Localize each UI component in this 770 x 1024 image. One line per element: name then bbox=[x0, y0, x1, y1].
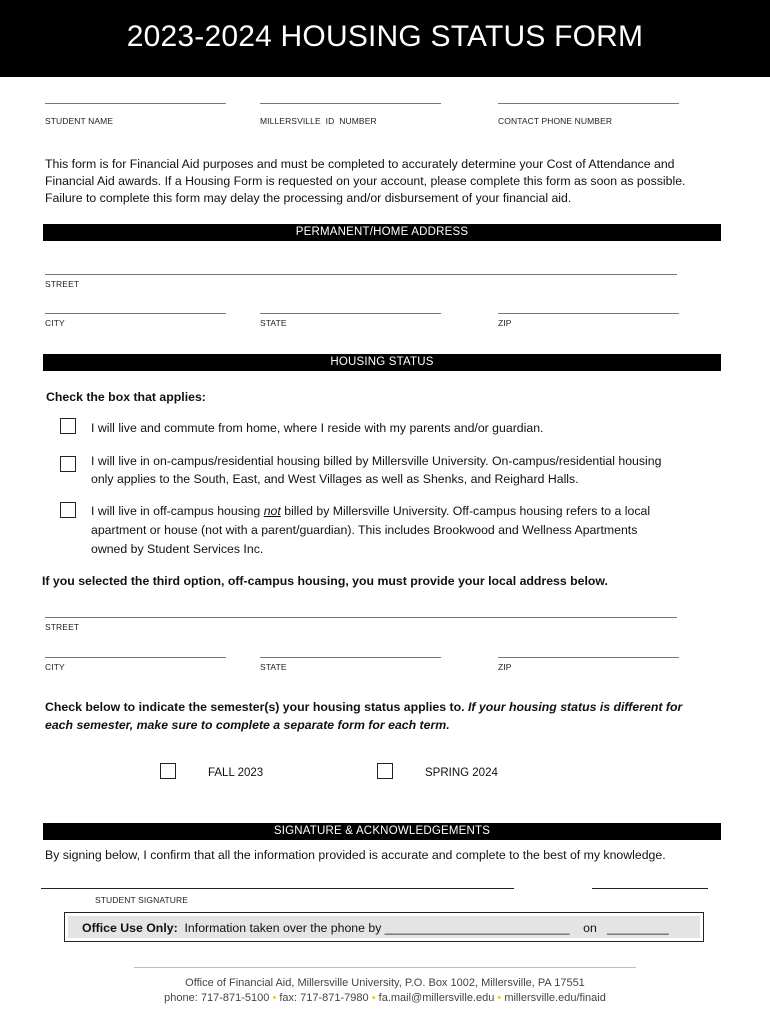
footer-divider bbox=[134, 967, 636, 968]
signature-line[interactable] bbox=[41, 888, 514, 889]
footer-separator-3: • bbox=[497, 992, 502, 1004]
signature-date-line[interactable] bbox=[592, 888, 708, 889]
student-name-line[interactable] bbox=[45, 103, 226, 104]
phone-label: CONTACT PHONE NUMBER bbox=[498, 116, 613, 126]
option-commute-checkbox[interactable] bbox=[60, 418, 76, 434]
local-city-line[interactable] bbox=[45, 657, 226, 658]
phone-line[interactable] bbox=[498, 103, 679, 104]
local-street-label: STREET bbox=[45, 622, 80, 632]
fall-label: FALL 2023 bbox=[208, 767, 264, 779]
fall-checkbox[interactable] bbox=[160, 763, 176, 779]
local-street-line[interactable] bbox=[45, 617, 677, 618]
option-off-campus-checkbox[interactable] bbox=[60, 502, 76, 518]
id-number-line[interactable] bbox=[260, 103, 441, 104]
local-state-label: STATE bbox=[260, 662, 287, 672]
footer-web[interactable]: millersville.edu/finaid bbox=[504, 992, 606, 1004]
student-name-label: STUDENT NAME bbox=[45, 116, 114, 126]
housing-instruction: Check the box that applies: bbox=[46, 390, 206, 404]
permanent-city-label: CITY bbox=[45, 318, 65, 328]
footer-email[interactable]: fa.mail@millersville.edu bbox=[378, 992, 495, 1004]
office-use-text bbox=[82, 921, 669, 935]
permanent-state-label: STATE bbox=[260, 318, 287, 328]
option-commute-text: I will live and commute from home, where I reside with my parents and/or guardian. bbox=[91, 421, 544, 435]
office-use-box bbox=[64, 912, 704, 942]
spring-checkbox[interactable] bbox=[377, 763, 393, 779]
student-signature-label: STUDENT SIGNATURE bbox=[95, 895, 189, 905]
option-off-campus-not: not bbox=[263, 504, 281, 518]
spring-label: SPRING 2024 bbox=[425, 767, 498, 779]
local-city-label: CITY bbox=[45, 662, 65, 672]
option-off-campus-pre: I will live in off-campus housing bbox=[91, 504, 264, 518]
footer-address: Office of Financial Aid, Millersville University, P.O. Box 1002, Millersville, PA 17551 bbox=[185, 977, 585, 989]
id-number-label: MILLERSVILLE ID NUMBER bbox=[260, 116, 377, 126]
option-off-campus-text-2: apartment or house (not with a parent/guardian). This includes Brookwood and Wellness Apartments bbox=[91, 523, 638, 537]
option-on-campus-text-1: I will live in on-campus/residential housing billed by Millersville University. On-campus/residential housing bbox=[91, 454, 662, 468]
footer-contact bbox=[0, 992, 770, 1004]
footer-fax: fax: 717-871-7980 bbox=[279, 992, 369, 1004]
semester-instruction-2: each semester, make sure to complete a separate form for each term. bbox=[45, 718, 450, 732]
footer-separator-2: • bbox=[371, 992, 376, 1004]
intro-line-1: This form is for Financial Aid purposes and must be completed to accurately determine your Cost of Attendance and bbox=[45, 157, 675, 171]
intro-line-2: Financial Aid awards. If a Housing Form is requested on your account, please complete this form as soon as possible. bbox=[45, 174, 686, 188]
option-off-campus-post: billed by Millersville University. Off-campus housing refers to a local bbox=[280, 504, 651, 518]
semester-instruction-bold: Check below to indicate the semester(s) your housing status applies to. bbox=[45, 700, 465, 714]
footer-separator-1: • bbox=[272, 992, 277, 1004]
intro-line-3: Failure to complete this form may delay the processing and/or disbursement of your financial aid. bbox=[45, 191, 572, 205]
footer-phone: phone: 717-871-5100 bbox=[164, 992, 270, 1004]
permanent-street-label: STREET bbox=[45, 279, 80, 289]
permanent-state-line[interactable] bbox=[260, 313, 441, 314]
option-on-campus-checkbox[interactable] bbox=[60, 456, 76, 472]
office-use-inner bbox=[68, 916, 700, 938]
permanent-address-heading: PERMANENT/HOME ADDRESS bbox=[43, 224, 721, 241]
housing-status-heading: HOUSING STATUS bbox=[43, 354, 721, 371]
permanent-zip-line[interactable] bbox=[498, 313, 679, 314]
third-option-note: If you selected the third option, off-campus housing, you must provide your local address below. bbox=[42, 574, 608, 588]
form-title: 2023-2024 HOUSING STATUS FORM bbox=[126, 20, 644, 53]
signature-heading: SIGNATURE & ACKNOWLEDGEMENTS bbox=[43, 823, 721, 840]
option-off-campus-text-1 bbox=[91, 502, 721, 521]
local-zip-line[interactable] bbox=[498, 657, 679, 658]
semester-instruction-1 bbox=[45, 699, 682, 716]
office-use-label: Office Use Only: bbox=[82, 921, 178, 935]
form-header bbox=[0, 0, 770, 77]
signature-statement: By signing below, I confirm that all the information provided is accurate and complete to the best of my knowledge. bbox=[45, 848, 666, 862]
option-off-campus-text-3: owned by Student Services Inc. bbox=[91, 542, 264, 556]
local-state-line[interactable] bbox=[260, 657, 441, 658]
permanent-zip-label: ZIP bbox=[498, 318, 512, 328]
office-use-phone-text: Information taken over the phone by ___________________________ on _________ bbox=[184, 921, 669, 935]
permanent-city-line[interactable] bbox=[45, 313, 226, 314]
local-zip-label: ZIP bbox=[498, 662, 512, 672]
semester-instruction-italic-1: If your housing status is different for bbox=[464, 700, 683, 714]
option-on-campus-text-2: only applies to the South, East, and West Villages as well as Shenks, and Reighard Halls. bbox=[91, 472, 579, 486]
permanent-street-line[interactable] bbox=[45, 274, 677, 275]
